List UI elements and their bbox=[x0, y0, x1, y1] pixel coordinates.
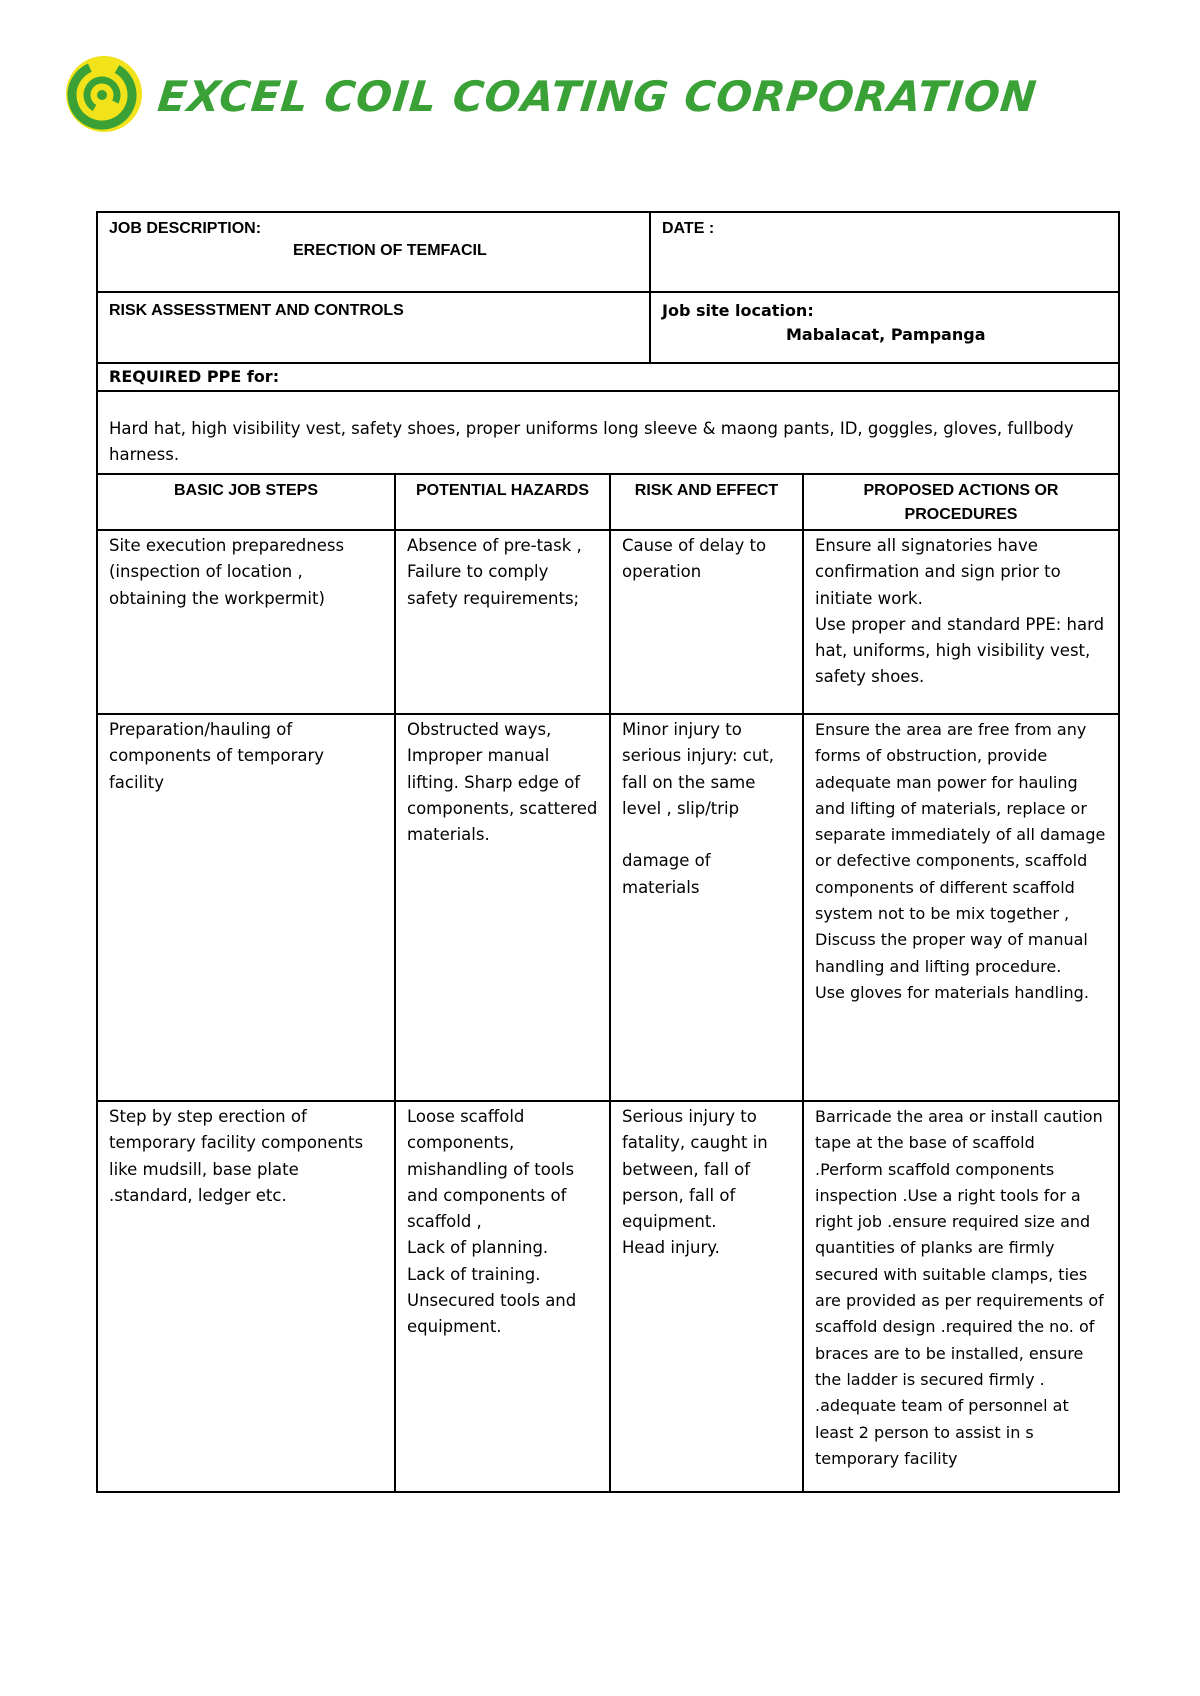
ppe-label-cell bbox=[98, 364, 1118, 390]
table-row bbox=[98, 531, 1118, 715]
header-proposed-actions: PROPOSED ACTIONS OR PROCEDURES bbox=[802, 475, 1118, 529]
job-site-value: Mabalacat, Pampanga bbox=[786, 325, 986, 344]
hazards-cell: Absence of pre-task , Failure to comply safety requirements; bbox=[394, 531, 609, 713]
job-step-cell: Step by step erection of temporary facility components like mudsill, base plate .standard, ledger etc. bbox=[109, 1107, 364, 1205]
job-description-row bbox=[98, 213, 1118, 293]
date-label: DATE : bbox=[662, 220, 715, 237]
ppe-label-row bbox=[98, 364, 1118, 392]
risk-cell: Cause of delay to operation bbox=[609, 531, 802, 713]
table-row bbox=[98, 715, 1118, 1102]
ppe-value: Hard hat, high visibility vest, safety shoes, proper uniforms long sleeve & maong pants, ID, goggles, gloves, fullbody harness. bbox=[109, 419, 1074, 464]
actions-cell: Barricade the area or install caution tape at the base of scaffold .Perform scaffold components inspection .Use a right tools for a right job .ensure required size and quantities of planks are firmly secured with suitable clamps, ties are provided as per requirements of scaffold design .required the no. of braces are to be installed, ensure the ladder is secured firmly . .adequate team of personnel at least 2 person to assist in s temporary facility bbox=[802, 1102, 1118, 1491]
job-site-label: Job site location: bbox=[662, 301, 814, 320]
hazards-cell: Obstructed ways, Improper manual lifting. Sharp edge of components, scattered materials. bbox=[394, 715, 609, 1100]
header-risk-and-effect: RISK AND EFFECT bbox=[609, 475, 802, 529]
date-cell bbox=[649, 213, 1118, 291]
header-potential-hazards: POTENTIAL HAZARDS bbox=[394, 475, 609, 529]
job-step-cell: Site execution preparedness (inspection of location , obtaining the workpermit) bbox=[109, 536, 345, 608]
ppe-value-row bbox=[98, 392, 1118, 475]
ppe-label: REQUIRED PPE for: bbox=[109, 367, 280, 386]
table-row bbox=[98, 1102, 1118, 1491]
company-logo-icon bbox=[60, 48, 146, 138]
hazards-cell: Loose scaffold components, mishandling of tools and components of scaffold , Lack of planning. Lack of training. Unsecured tools and equipment. bbox=[394, 1102, 609, 1491]
header-basic-job-steps: BASIC JOB STEPS bbox=[173, 482, 319, 499]
risk-assessment-cell bbox=[98, 293, 649, 362]
company-name: EXCEL COIL COATING CORPORATION bbox=[155, 72, 1040, 121]
risk-cell: Minor injury to serious injury: cut, fall on the same level , slip/trip damage of materials bbox=[609, 715, 802, 1100]
table-header-row bbox=[98, 475, 1118, 531]
job-description-value: ERECTION OF TEMFACIL bbox=[293, 242, 487, 259]
actions-cell: Ensure all signatories have confirmation and sign prior to initiate work. Use proper and standard PPE: hard hat, uniforms, high visibility vest, safety shoes. bbox=[802, 531, 1118, 713]
risk-cell: Serious injury to fatality, caught in between, fall of person, fall of equipment. Head injury. bbox=[609, 1102, 802, 1491]
risk-assessment-label: RISK ASSESSTMENT AND CONTROLS bbox=[109, 302, 404, 319]
ppe-value-cell bbox=[98, 392, 1118, 473]
job-step-cell: Preparation/hauling of components of temporary facility bbox=[109, 720, 325, 792]
job-description-label: JOB DESCRIPTION: bbox=[109, 220, 262, 237]
actions-cell: Ensure the area are free from any forms of obstruction, provide adequate man power for hauling and lifting of materials, replace or separate immediately of all damage or defective components, scaffold components of different scaffold system not to be mix together , Discuss the proper way of manual handling and lifting procedure. Use gloves for materials handling. bbox=[802, 715, 1118, 1100]
job-description-cell bbox=[98, 213, 649, 291]
risk-assessment-row bbox=[98, 293, 1118, 364]
risk-assessment-form bbox=[96, 211, 1120, 1493]
job-site-cell bbox=[649, 293, 1118, 362]
